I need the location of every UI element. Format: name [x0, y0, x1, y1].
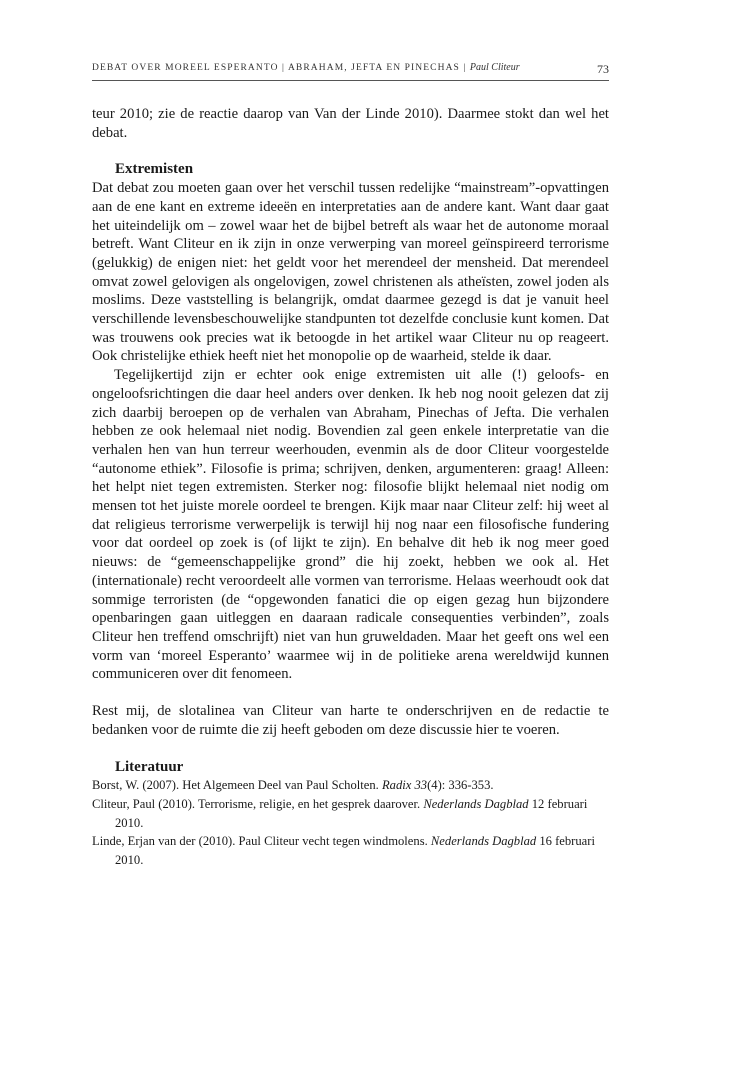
paragraph-2: Tegelijkertijd zijn er echter ook enige extremisten uit alle (!) geloofs- en ongeloofsrichtingen die daar heel anders over denken. Ik heb nog nooit gelezen dat zij zich daarbij beroepen op de verhalen van Abraham, Pinechas of Jefta. Die verhalen hebben ze ook helemaal niet nodig. Bovendien zal geen enkele interpretatie van die verhalen hen van hun terreur weerhouden, evenmin als de door Cliteur voorgestelde “autonome ethiek”. Filosofie is prima; schrijven, denken, argumenteren: graag! Alleen: het helpt niet tegen extremisten. Sterker nog: filosofie blijkt helemaal niet nodig om mensen tot het juiste morele oordeel te brengen. Kijk maar naar Cliteur zelf: hij weet al dat religieus terrorisme verwerpelijk is terwijl hij nog naar een filosofische fundering voor dat oordeel op zoek is (of lijkt te zijn). En behalve dit heb ik nog meer goed nieuws: de “gemeenschappelijke grond” die hij zoekt, hebben we ook al. Het (internationale) recht veroordeelt alle vormen van terrorisme. Helaas weerhoudt ook dat sommige terroristen (de “opgewonden fanatici die op eigen gezag hun bijzondere openbaringen gaan uitleggen en daaraan radicale consequenties verbinden”, zoals Cliteur hen treffend omschrijft) niet van hun gruweldaden. Maar het geeft ons wel een vorm van ‘moreel Esperanto’ waarmee wij in de politieke arena wereldwijd kunnen communiceren over dit fenomeen. — [92, 367, 609, 683]
page-number: 73 — [597, 62, 609, 76]
paragraph-1: Dat debat zou moeten gaan over het verschil tussen redelijke “mainstream”-opvattingen aan de ene kant en extreme ideeën en interpretaties aan de andere kant. Want daar gaat het uiteindelijk om – zowel waar het de bijbel betreft als waar het de autonome moraal betreft. Want Cliteur en ik zijn in onze verwerping van moreel geïnspireerd terrorisme (gelukkig) de enigen niet: het geldt voor het merendeel der mensheid. Dat merendeel omvat zowel gelovigen als ongelovigen, zowel christenen als atheïsten, zowel joden als moslims. Deze vaststelling is belangrijk, omdat daarmee gezegd is dat je vanuit heel verschillende levensbeschouwelijke standpunten tot dezelfde conclusie kunt komen. Dat was trouwens ook precies wat ik betoogde in het artikel waar Cliteur nu op reageert. Ook christelijke ethiek heeft niet het monopolie op de waarheid, stelde ik daar. — [92, 180, 609, 365]
running-author: Paul Cliteur — [469, 62, 520, 73]
running-head — [92, 62, 609, 78]
intro-paragraph: teur 2010; zie de reactie daarop van Van der Linde 2010). Daarmee stokt dan wel het debat. — [92, 106, 609, 141]
references-heading: Literatuur — [115, 758, 184, 775]
paragraph-3: Rest mij, de slotalinea van Cliteur van harte te onderschrijven en de redactie te bedanken voor de ruimte die zij heeft geboden om deze discussie hier te voeren. — [92, 703, 609, 738]
header-rule — [92, 80, 609, 81]
article-body — [92, 105, 609, 870]
running-title — [92, 62, 520, 73]
section-heading: Extremisten — [115, 161, 194, 178]
reference-item: Borst, W. (2007). Het Algemeen Deel van Paul Scholten. Radix 33(4): 336-353. — [92, 778, 494, 793]
reference-item: Linde, Erjan van der (2010). Paul Cliteur vecht tegen windmolens. Nederlands Dagblad 16 februari 2010. — [92, 834, 595, 868]
references-list — [92, 776, 609, 870]
running-title-text: DEBAT OVER MOREEL ESPERANTO | ABRAHAM, JEFTA EN PINECHAS | — [92, 63, 467, 73]
reference-item: Cliteur, Paul (2010). Terrorisme, religie, en het gesprek daarover. Nederlands Dagblad 12 februari 2010. — [92, 796, 588, 830]
